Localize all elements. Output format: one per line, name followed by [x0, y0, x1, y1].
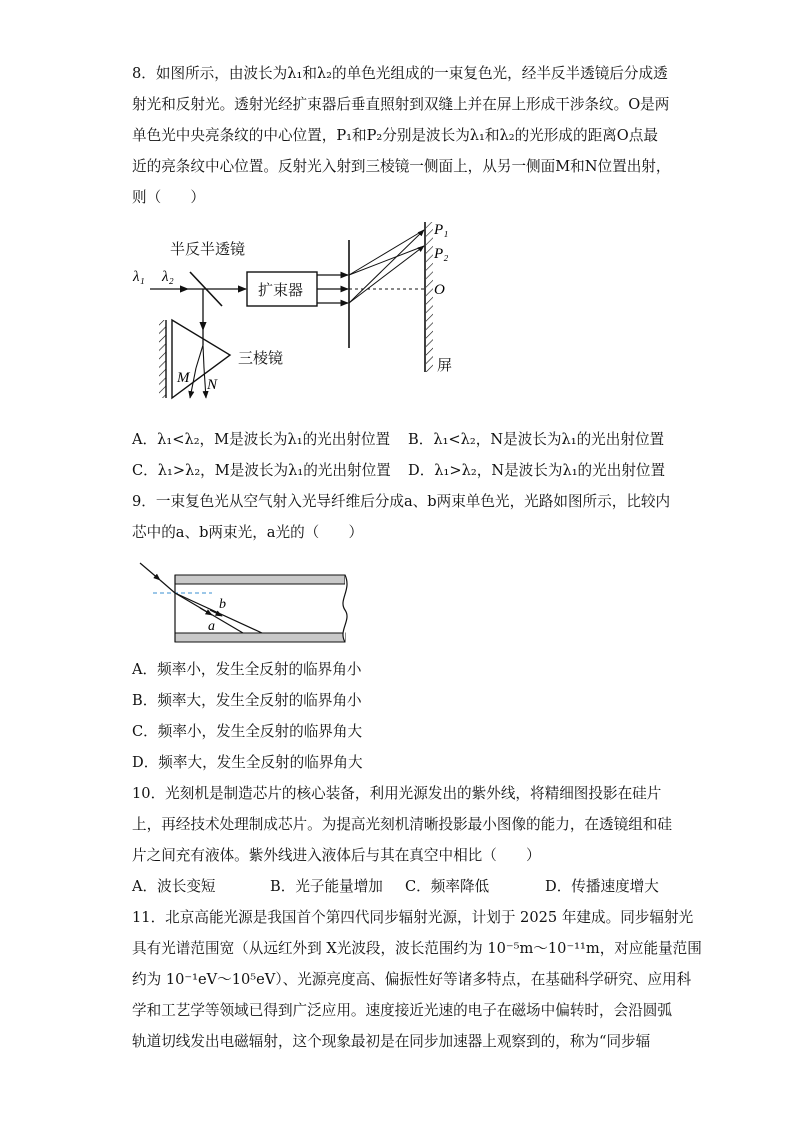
- prism: [172, 320, 230, 398]
- q9-line-1: 9．一束复色光从空气射入光导纤维后分成a、b两束单色光，光路如图所示，比较内: [132, 493, 671, 510]
- q8-line-2: 射光和反射光。透射光经扩束器后垂直照射到双缝上并在屏上形成干涉条纹。O是两: [132, 96, 670, 113]
- beam-expander-label: 扩束器: [258, 281, 304, 299]
- q11-line-4: 学和工艺学等领域已得到广泛应用。速度接近光速的电子在磁场中偏转时，会沿圆弧: [132, 1002, 672, 1019]
- q10-line-3: 片之间充有液体。紫外线进入液体后与其在真空中相比（ ）: [132, 847, 541, 864]
- a-label: a: [208, 619, 215, 634]
- fiber-incident-ray: [140, 563, 160, 580]
- q10-option-d[interactable]: D．传播速度增大: [545, 878, 659, 895]
- q10-option-a[interactable]: A．波长变短: [132, 878, 216, 895]
- q11-line-3: 约为 10⁻¹eV～10⁵eV）、光源亮度高、偏振性好等诸多特点，在基础科学研究、应用科: [132, 971, 692, 988]
- q9-option-d[interactable]: D．频率大，发生全反射的临界角大: [132, 754, 363, 771]
- p2-label: P₂: [434, 246, 449, 262]
- q8-interference-figure: [0, 0, 794, 420]
- q9-line-2: 芯中的a、b两束光，a光的（ ）: [132, 524, 364, 541]
- q11-line-2: 具有光谱范围宽（从远红外到 X光波段，波长范围约为 10⁻⁵m～10⁻¹¹m，对应能量范围: [132, 940, 702, 957]
- q10-option-c[interactable]: C．频率降低: [405, 878, 490, 895]
- q9-option-c[interactable]: C．频率小，发生全反射的临界角大: [132, 723, 363, 740]
- q11-line-5: 轨道切线发出电磁辐射，这个现象最初是在同步加速器上观察到的，称为“同步辐: [132, 1033, 651, 1050]
- p1-label: P₁: [434, 222, 449, 238]
- q8-option-b[interactable]: B．λ₁<λ₂，N是波长为λ₁的光出射位置: [408, 431, 665, 448]
- q9-option-b[interactable]: B．频率大，发生全反射的临界角小: [132, 692, 362, 709]
- q8-line-5: 则（ ）: [132, 189, 205, 206]
- lambda2-label: λ₂: [162, 269, 174, 285]
- lambda1-label: λ₁: [133, 269, 145, 285]
- half-mirror-label: 半反半透镜: [170, 240, 246, 258]
- b-label: b: [219, 597, 226, 612]
- q10-option-b[interactable]: B．光子能量增加: [270, 878, 383, 895]
- q9-option-a[interactable]: A．频率小，发生全反射的临界角小: [132, 661, 362, 678]
- o-label: O: [434, 282, 445, 298]
- q8-line-3: 单色光中央亮条纹的中心位置，P₁和P₂分别是波长为λ₁和λ₂的光形成的距离O点最: [132, 127, 658, 144]
- q8-line-4: 近的亮条纹中心位置。反射光入射到三棱镜一侧面上，从另一侧面M和N位置出射，: [132, 158, 671, 175]
- q9-fiber-figure: [0, 550, 794, 650]
- q10-line-1: 10．光刻机是制造芯片的核心装备，利用光源发出的紫外线，将精细图投影在硅片: [132, 785, 662, 802]
- m-label: M: [177, 370, 190, 386]
- prism-label: 三棱镜: [238, 349, 284, 367]
- q8-option-c[interactable]: C．λ₁>λ₂，M是波长为λ₁的光出射位置: [132, 462, 391, 479]
- n-label: N: [207, 377, 218, 393]
- q10-line-2: 上，再经技术处理制成芯片。为提高光刻机清晰投影最小图像的能力，在透镜组和硅: [132, 816, 672, 833]
- screen-label: 屏: [437, 356, 453, 374]
- q11-line-1: 11．北京高能光源是我国首个第四代同步辐射光源，计划于 2025 年建成。同步辐射光: [132, 909, 694, 926]
- q8-line-1: 8．如图所示，由波长为λ₁和λ₂的单色光组成的一束复色光，经半反半透镜后分成透: [132, 65, 668, 82]
- q8-option-d[interactable]: D．λ₁>λ₂，N是波长为λ₁的光出射位置: [408, 462, 666, 479]
- q8-option-a[interactable]: A．λ₁<λ₂，M是波长为λ₁的光出射位置: [132, 431, 391, 448]
